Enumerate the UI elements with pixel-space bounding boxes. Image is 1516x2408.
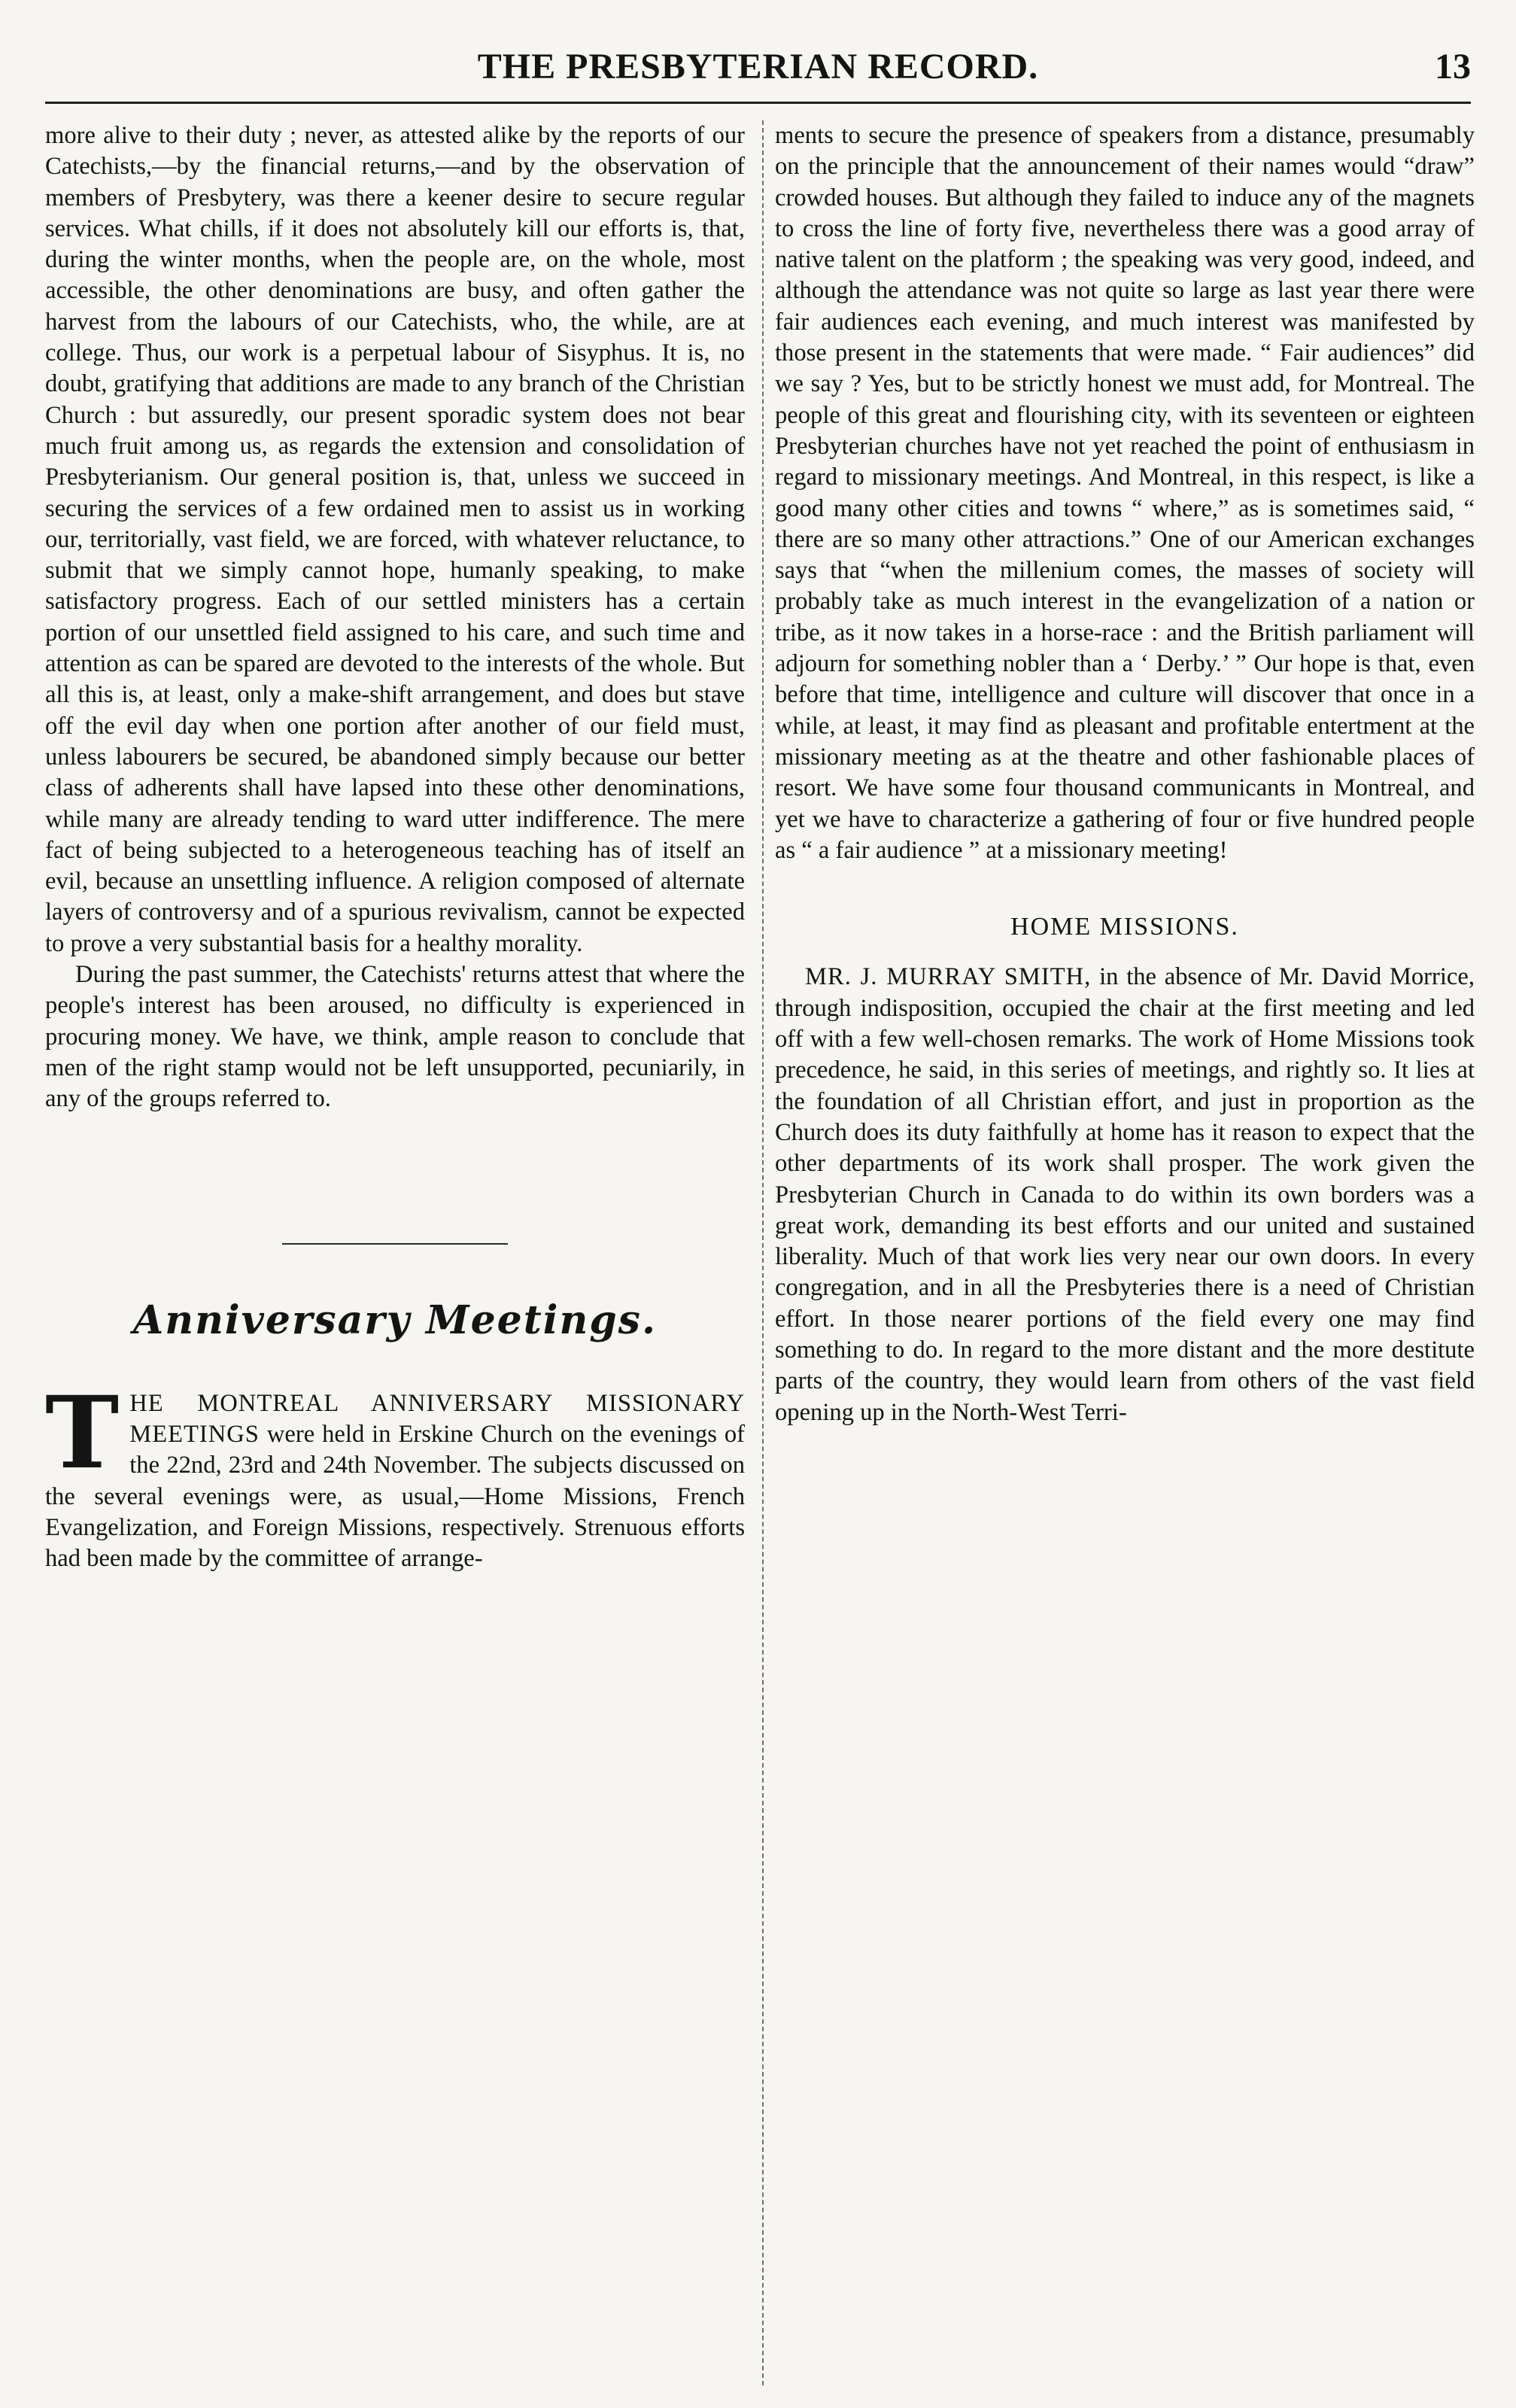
left-paragraph-1: more alive to their duty ; never, as attested alike by the reports of our Catechists,—by the financial returns,—and by the observation of members of Presbytery, was there a keener desire to secure regular services. What chills, if it does not absolutely kill our efforts is, that, during the winter months, when the people are, on the whole, most accessible, the other denominations are busy, and often gather the harvest from the labours of our Catechists, who, the while, are at college. Thus, our work is a perpetual labour of Sisyphus. It is, no doubt, gratifying that additions are made to any branch of the Christian Church : but assuredly, our present sporadic system does not bear much fruit among us, as regards the extension and consolidation of Presbyterianism. Our general position is, that, unless we succeed in securing the services of a few ordained men to assist us in working our, territorially, vast field, we are forced, with whatever reluctance, to submit that we simply cannot hope, humanly speaking, to make satisfactory progress. Each of our settled ministers has a certain portion of our unsettled field assigned to his care, and such time and attention as can be spared are devoted to the interests of the whole. But all this is, at least, only a make-shift arrangement, and does but stave off the evil day when one portion after another of our field must, unless labourers be secured, be abandoned simply because our better class of adherents shall have lapsed into these other denominations, while many are already tending to ward utter indifference. The mere fact of being subjected to a heterogeneous teaching has of itself an evil, because an unsettling influence. A religion composed of alternate layers of controversy and of a spurious revivalism, cannot be expected to prove a very substantial basis for a healthy morality. — [45, 122, 745, 957]
right-paragraph-2-text: in the absence of Mr. David Morrice, through indisposition, occupied the chair at the first meeting and led off with a few well-chosen remarks. The work of Home Missions took precedence, he said, in this series of meetings, and rightly so. It lies at the foundation of all Christian effort, and just in proportion as the Church does its duty faithfully at home has it reason to expect that the other departments of its work shall prosper. The work given the Presbyterian Church in Canada to do within its own borders was a great work, demanding its best efforts and our united and sustained liberality. Much of that work lies very near our own doors. In every congregation, and in all the Presbyteries there is a need of Christian effort. In those nearer portions of the field every one may find something to do. In regard to the more distant and the more destitute parts of the country, they would learn from others of the vast field opening up in the North-West Terri- — [775, 963, 1475, 1426]
right-paragraph-1: ments to secure the presence of speakers from a distance, presumably on the principle that the announcement of their names would “draw” crowded houses. But although they failed to induce any of the magnets to cross the line of forty five, nevertheless there was a good array of native talent on the platform ; the speaking was very good, indeed, and although the attendance was not quite so large as last year there were fair audiences each evening, and much interest was manifested by those present in the statements that were made. “ Fair audiences” did we say ? Yes, but to be strictly honest we must add, for Montreal. The people of this great and flourishing city, with its seventeen or eighteen Presbyterian churches have not yet reached the point of enthusiasm in regard to missionary meetings. And Montreal, in this respect, is like a good many other cities and towns “ where,” as is sometimes said, “ there are so many other attractions.” One of our American exchanges says that “when the millenium comes, the masses of society will probably take as much interest in the evangelization of a nation or tribe, as it now takes in a horse-race : and the British parliament will adjourn for something nobler than a ‘ Derby.’ ” Our hope is that, even before that time, intelligence and culture will discover that once in a while, at least, it may find as pleasant and profitable entertment at the missionary meeting as at the theatre and other fashionable places of resort. We have some four thousand communicants in Montreal, and yet we have to characterize a gathering of four or five hundred people as “ a fair audience ” at a missionary meeting! — [775, 122, 1475, 864]
page-number: 13 — [1435, 47, 1471, 87]
section-title: Anniversary Meetings. — [132, 1297, 658, 1343]
right-paragraph-2 — [775, 962, 1475, 1427]
section-rule — [282, 1243, 508, 1245]
right-column — [775, 120, 1475, 1428]
home-missions-heading: HOME MISSIONS. — [1010, 913, 1239, 941]
left-column — [45, 120, 745, 1575]
lead-in-smallcaps: HE MONTREAL ANNIVERSARY MISSIONARY MEETINGS — [129, 1389, 745, 1449]
left-paragraph-3-text: were held in Erskine Church on the evenings of the 22nd, 23rd and 24th November. The subjects discussed on the several evenings were, as usual,—Home Missions, French Evangelization, and Foreign Missions, respectively. Strenuous efforts had been made by the committee of arrange- — [45, 1421, 745, 1573]
left-paragraph-2: During the past summer, the Catechists' returns attest that where the people's interest has been aroused, no difficulty is experienced in procuring money. We have, we think, ample reason to conclude that men of the right stamp would not be left unsupported, pecuniarily, in any of the groups referred to. — [45, 961, 745, 1113]
publication-title: THE PRESBYTERIAN RECORD. — [477, 47, 1039, 87]
column-divider — [762, 120, 764, 2385]
chair-name: MR. J. MURRAY SMITH, — [805, 963, 1092, 991]
drop-cap: T — [45, 1374, 120, 1491]
left-paragraph-3 — [45, 1374, 745, 1575]
page-header — [45, 41, 1471, 104]
